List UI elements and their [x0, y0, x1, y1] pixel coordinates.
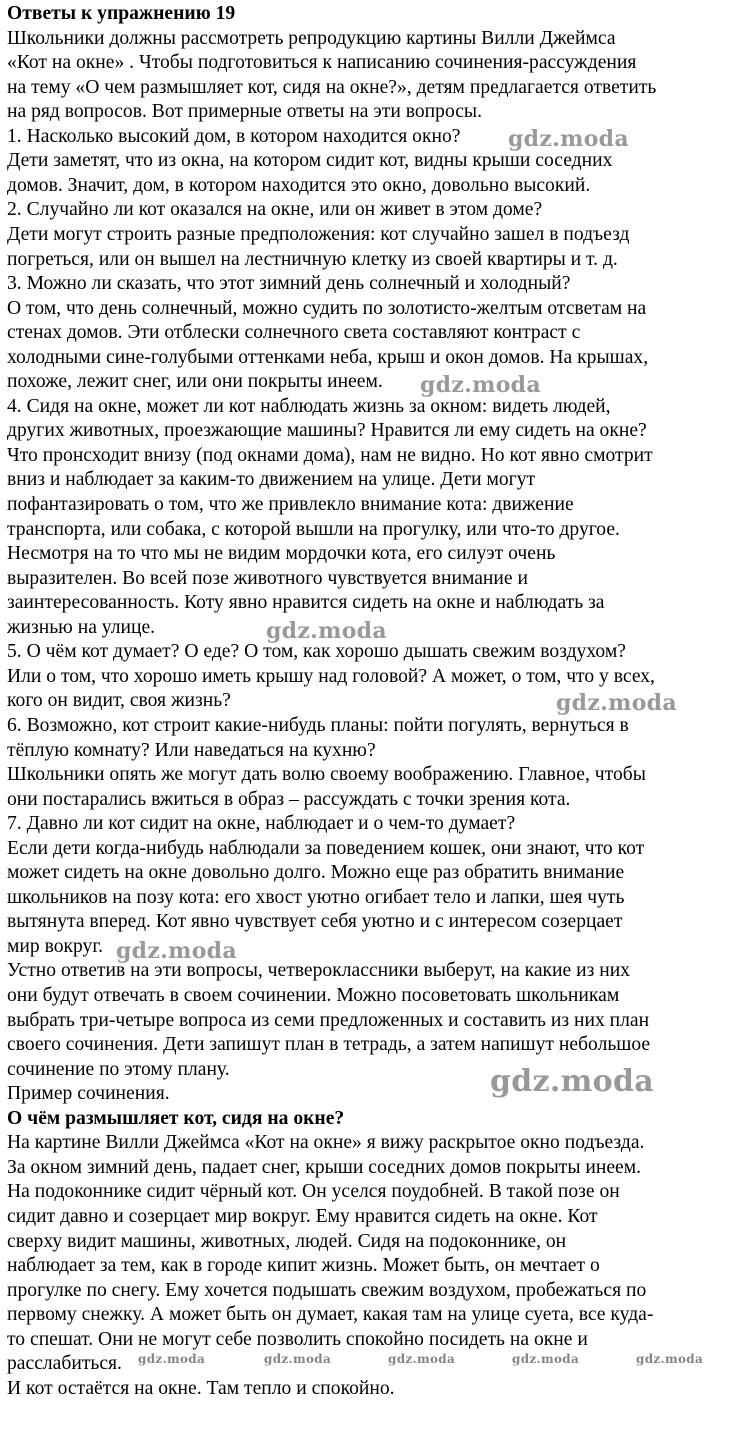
watermark: gdz.moda [636, 1352, 704, 1366]
text-line: Дети могут строить разные предположения: кот случайно зашел в подъезд [7, 223, 630, 245]
text-line: сидит давно и созерцает мир вокруг. Ему нравится сидеть на окне. Кот [7, 1205, 598, 1227]
text-line: Пример сочинения. [7, 1083, 170, 1105]
text-line: «Кот на окне» . Чтобы подготовиться к написанию сочинения-рассуждения [7, 52, 637, 74]
text-line: 4. Сидя на окне, может ли кот наблюдать жизнь за окном: видеть людей, [7, 395, 611, 417]
text-line: выразителен. Во всей позе животного чувствуется внимание и [7, 567, 528, 589]
text-line: холодными сине-голубыми оттенками неба, крыш и окон домов. На крышах, [7, 346, 649, 368]
text-line: на ряд вопросов. Вот примерные ответы на эти вопросы. [7, 101, 482, 123]
text-line: других животных, проезжающие машины? Нравится ли ему сидеть на окне? [7, 420, 647, 442]
text-line: то спешат. Они не могут себе позволить спокойно посидеть на окне и [7, 1328, 588, 1350]
text-line: 7. Давно ли кот сидит на окне, наблюдает и о чем-то думает? [7, 813, 516, 835]
text-line: прогулке по снегу. Ему хочется подышать свежим воздухом, пробежаться по [7, 1279, 647, 1301]
text-line: жизнью на улице. [7, 616, 156, 638]
watermark: gdz.moda [508, 126, 629, 152]
text-line: может сидеть на окне довольно долго. Можно еще раз обратить внимание [7, 862, 625, 884]
watermark: gdz.moda [264, 1352, 332, 1366]
text-line: сочинение по этому плану. [7, 1058, 230, 1080]
text-line: Или о том, что хорошо иметь крышу над головой? А может, о том, что у всех, [7, 665, 655, 687]
text-line: вниз и наблюдает за каким-то движением на улице. Дети могут [7, 469, 536, 491]
text-line: Несмотря на то что мы не видим мордочки кота, его силуэт очень [7, 543, 556, 565]
watermark: gdz.moda [138, 1352, 206, 1366]
text-line: заинтересованность. Коту явно нравится сидеть на окне и наблюдать за [7, 592, 605, 614]
text-line: расслабиться. [7, 1353, 122, 1375]
text-line: 1. Насколько высокий дом, в котором находится окно? [7, 125, 461, 147]
watermark: gdz.moda [490, 1064, 655, 1099]
watermark: gdz.moda [266, 618, 387, 644]
text-line: О том, что день солнечный, можно судить по золотисто-желтым отсветам на [7, 297, 647, 319]
watermark: gdz.moda [420, 372, 541, 398]
text-line: мир вокруг. [7, 935, 104, 957]
text-line: первому снежку. А может быть он думает, какая там на улице суета, все куда- [7, 1304, 654, 1326]
text-line: На подоконнике сидит чёрный кот. Он уселся поудобней. В такой позе он [7, 1181, 620, 1203]
text-line: Дети заметят, что из окна, на котором сидит кот, видны крыши соседних [7, 150, 613, 172]
watermark: gdz.moda [556, 690, 677, 716]
text-line: За окном зимний день, падает снег, крыши соседних домов покрыты инеем. [7, 1156, 642, 1178]
text-line: вытянута вперед. Кот явно чувствует себя уютно и с интересом созерцает [7, 911, 623, 933]
text-line: сверху видит машины, животных, людей. Сидя на подоконнике, он [7, 1230, 567, 1252]
text-line: И кот остаётся на окне. Там тепло и спокойно. [7, 1377, 395, 1399]
text-line: они будут отвечать в своем сочинении. Можно посоветовать школьникам [7, 985, 620, 1006]
watermark: gdz.moda [512, 1352, 580, 1366]
heading-line: О чём размышляет кот, сидя на окне? [7, 1107, 345, 1129]
text-line: на тему «О чем размышляет кот, сидя на окне?», детям предлагается ответить [7, 76, 657, 98]
text-line: Что пронсходит внизу (под окнами дома), нам не видно. Но кот явно смотрит [7, 444, 653, 466]
watermark: gdz.moda [388, 1352, 456, 1366]
text-line: наблюдает за тем, как в городе кипит жизнь. Может быть, он мечтает о [7, 1255, 600, 1277]
text-line: стенах домов. Эти отблески солнечного света составляют контраст с [7, 322, 581, 344]
text-line: Устно ответив на эти вопросы, четвероклассники выберут, на какие из них [7, 960, 631, 982]
text-line: 2. Случайно ли кот оказался на окне, или он живет в этом доме? [7, 199, 543, 221]
text-line: домов. Значит, дом, в котором находится это окно, довольно высокий. [7, 174, 591, 196]
text-line: пофантазировать о том, что же привлекло внимание кота: движение [7, 494, 574, 515]
watermark: gdz.moda [116, 938, 237, 964]
text-line: похоже, лежит снег, или они покрыты инеем. [7, 371, 383, 393]
text-line: выбрать три-четыре вопроса из семи предложенных и составить из них план [7, 1009, 650, 1031]
heading-line: Ответы к упражнению 19 [7, 3, 236, 24]
text-line: На картине Вилли Джеймса «Кот на окне» я вижу раскрытое окно подъезда. [7, 1132, 645, 1154]
text-line: своего сочинения. Дети запишут план в тетрадь, а затем напишут небольшое [7, 1034, 651, 1056]
text-line: кого он видит, своя жизнь? [7, 690, 231, 712]
text-line: 5. О чём кот думает? О еде? О том, как хорошо дышать свежим воздухом? [7, 641, 626, 663]
text-line: 6. Возможно, кот строит какие-нибудь планы: пойти погулять, вернуться в [7, 714, 629, 736]
text-line: Школьники должны рассмотреть репродукцию картины Вилли Джеймса [7, 27, 616, 49]
text-line: 3. Можно ли сказать, что этот зимний день солнечный и холодный? [7, 273, 571, 295]
text-line: Школьники опять же могут дать волю своему воображению. Главное, чтобы [7, 764, 646, 786]
text-line: транспорта, или собака, с которой вышли на прогулку, или что-то другое. [7, 518, 620, 540]
text-line: Если дети когда-нибудь наблюдали за поведением кошек, они знают, что кот [7, 837, 645, 859]
text-line: тёплую комнату? Или наведаться на кухню? [7, 739, 376, 761]
text-line: они постарались вжиться в образ – рассуждать с точки зрения кота. [7, 788, 571, 810]
text-line: погреться, или он вышел на лестничную клетку из своей квартиры и т. д. [7, 248, 618, 270]
text-line: школьников на позу кота: его хвост уютно огибает тело и лапки, шея чуть [7, 886, 625, 908]
